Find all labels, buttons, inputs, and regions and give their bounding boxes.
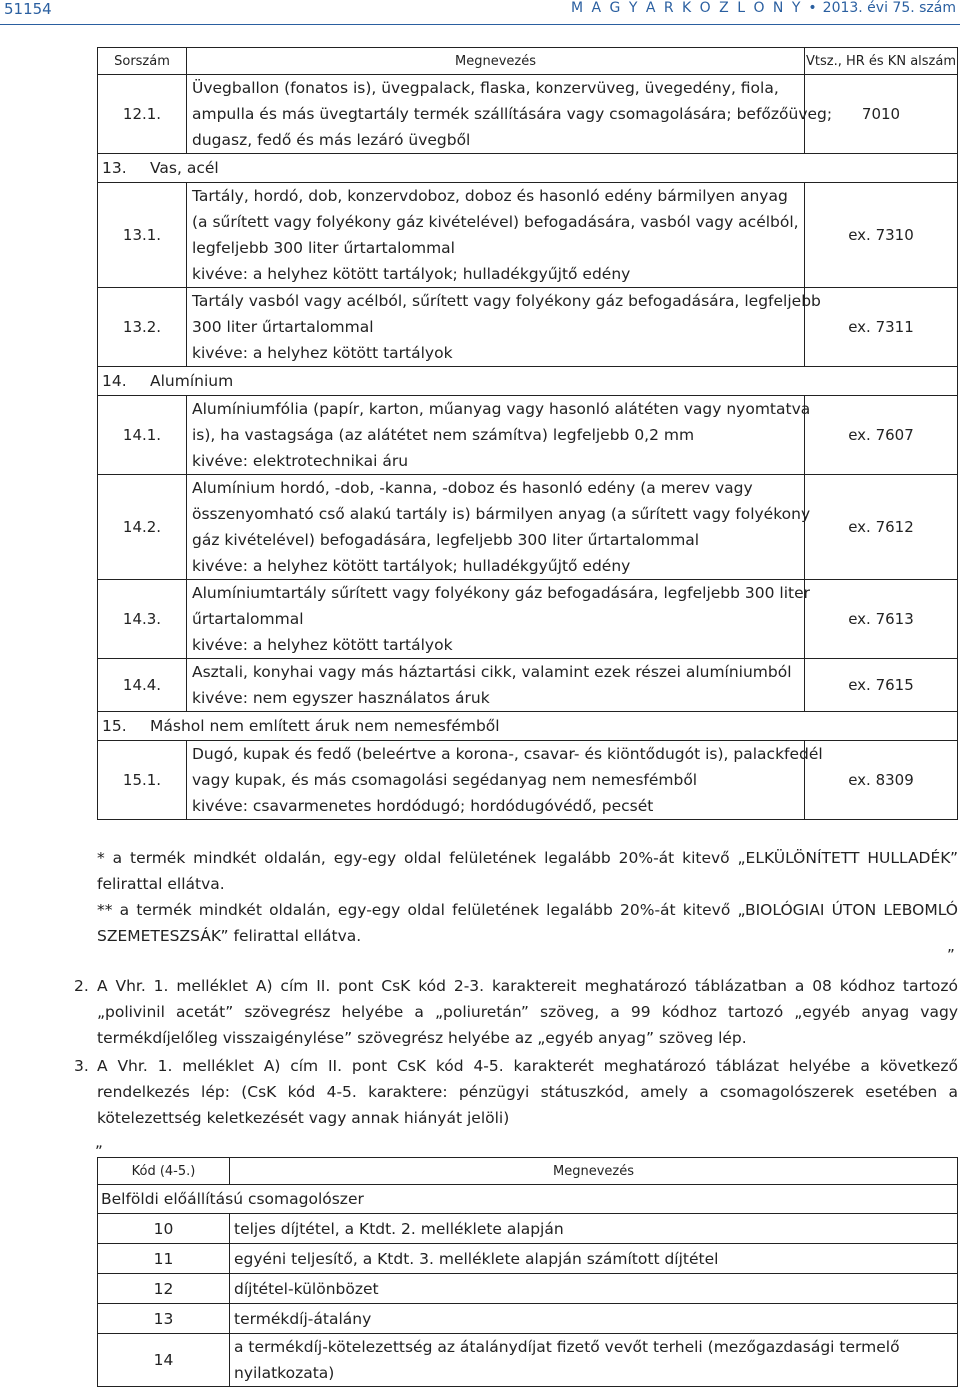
description-line: 300 liter űrtartalommal <box>192 318 374 336</box>
item-2-number: 2. <box>74 977 89 995</box>
row-code: ex. 7615 <box>805 659 958 712</box>
description-line: űrtartalommal <box>192 610 304 628</box>
description-line: díjtétel-különbözet <box>234 1279 379 1298</box>
item-2-text: A Vhr. 1. melléklet A) cím II. pont CsK kód 2-3. karaktereit meghatározó táblázatban a 08 kódhoz tartozó „polivinil acetát” szövegrész helyébe a „poliuretán” szöveg, a 99 kódhoz tartozó „egyéb anyag vagy termékdíjelőleg visszaigénylése” szövegrész helyébe az „egyéb anyag” szöveg lép. <box>97 977 958 1047</box>
status-code-table-body <box>98 1185 958 1387</box>
status-code: 14 <box>98 1334 230 1387</box>
description-line: legfeljebb 300 liter űrtartalommal <box>192 239 455 257</box>
packaging-table <box>97 47 958 820</box>
table-row <box>98 1304 958 1334</box>
description-line: Alumínium hordó, -dob, -kanna, -doboz és hasonló edény (a merev vagy <box>192 479 753 497</box>
row-code: 7010 <box>805 75 958 154</box>
description-line: ampulla és más üvegtartály termék szállítására vagy csomagolására; befőzőüveg; <box>192 105 833 123</box>
description-line: (a sűrített vagy folyékony gáz kivételével) befogadására, vasból vagy acélból, <box>192 213 799 231</box>
row-number: 15.1. <box>98 741 187 820</box>
status-code: 11 <box>98 1244 230 1274</box>
section-row <box>98 367 958 396</box>
page-number: 51154 <box>4 0 52 18</box>
status-code: 12 <box>98 1274 230 1304</box>
table-row <box>98 1214 958 1244</box>
description-line: Üvegballon (fonatos is), üvegpalack, flaska, konzervüveg, üvegedény, fiola, <box>192 79 779 97</box>
description-line: Asztali, konyhai vagy más háztartási cikk, valamint ezek részei alumíniumból <box>192 663 792 681</box>
section-label: Alumínium <box>150 372 234 390</box>
row-description <box>187 75 833 154</box>
description-line: kivéve: a helyhez kötött tartályok; hulladékgyűjtő edény <box>192 557 631 575</box>
description-line: kivéve: elektrotechnikai áru <box>192 452 409 470</box>
row-code: ex. 7613 <box>805 580 958 659</box>
footnote-1: * a termék mindkét oldalán, egy-egy oldal felületének legalább 20%-át kitevő „ELKÜLÖNÍTETT HULLADÉK” felirattal ellátva. <box>97 849 958 893</box>
row-code: ex. 8309 <box>805 741 958 820</box>
section-row <box>98 712 958 741</box>
table-row <box>98 475 958 580</box>
status-description <box>230 1334 958 1387</box>
section-number: 13. <box>102 159 127 177</box>
status-description <box>230 1274 958 1304</box>
table-row <box>98 75 958 154</box>
status-description <box>230 1214 958 1244</box>
row-description <box>187 659 805 712</box>
status-code: 13 <box>98 1304 230 1334</box>
description-line: Alumíniumtartály sűrített vagy folyékony gáz befogadására, legfeljebb 300 liter <box>192 584 811 602</box>
description-line: vagy kupak, és más csomagolási segédanyag nem nemesfémből <box>192 771 698 789</box>
journal-title: M A G Y A R K Ö Z L Ö N Y <box>570 0 803 16</box>
description-line: Alumíniumfólia (papír, karton, műanyag vagy hasonló alátéten vagy nyomtatva <box>192 400 811 418</box>
section-label: Máshol nem említett áruk nem nemesfémből <box>150 717 500 735</box>
row-number: 13.1. <box>98 183 187 288</box>
description-line: kivéve: a helyhez kötött tartályok <box>192 636 453 654</box>
description-line: termékdíj-átalány <box>234 1309 372 1328</box>
description-line: nyilatkozata) <box>234 1364 335 1382</box>
opening-quote: „ <box>95 1133 103 1151</box>
section-row <box>98 154 958 183</box>
row-description <box>187 741 823 820</box>
section-cell <box>98 367 958 396</box>
row-description <box>187 183 805 288</box>
description-line: Tartály, hordó, dob, konzervdoboz, doboz és hasonló edény bármilyen anyag <box>192 187 788 205</box>
status-code-table <box>97 1157 958 1387</box>
description-line: kivéve: csavarmenetes hordódugó; hordódugóvédő, pecsét <box>192 797 654 815</box>
col-header-name: Megnevezés <box>187 48 805 75</box>
description-line: a termékdíj-kötelezettség az átalánydíjat fizető vevőt terheli (mezőgazdasági termelő <box>234 1338 900 1356</box>
section-label: Vas, acél <box>150 159 219 177</box>
table-row <box>98 288 958 367</box>
description-line: teljes díjtétel, a Ktdt. 2. melléklete alapján <box>234 1219 564 1238</box>
description-line: kivéve: a helyhez kötött tartályok; hulladékgyűjtő edény <box>192 265 631 283</box>
closing-quote: ” <box>947 946 955 964</box>
row-description <box>187 288 821 367</box>
item-3-text: A Vhr. 1. melléklet A) cím II. pont CsK kód 4-5. karakterét meghatározó táblázat helyébe a következő rendelkezés lép: (CsK kód 4-5. karaktere: pénzügyi státuszkód, amely a csomagolószerek esetében a kötelezettség keletkezését vagy annak hiányát jelöli) <box>97 1057 958 1127</box>
row-description <box>187 475 811 580</box>
footnote-2: ** a termék mindkét oldalán, egy-egy oldal felületének legalább 20%-át kitevő „BIOLÓGIAI ÚTON LEBOMLÓ SZEMETESZSÁK” felirattal ellátva. <box>97 901 958 945</box>
description-line: összenyomható cső alakú tartály is) bármilyen anyag (a sűrített vagy folyékony <box>192 505 811 523</box>
header-rule <box>0 24 960 25</box>
issue-number: 2013. évi 75. szám <box>822 0 956 16</box>
group-label: Belföldi előállítású csomagolószer <box>98 1185 958 1214</box>
row-number: 13.2. <box>98 288 187 367</box>
row-number: 14.3. <box>98 580 187 659</box>
status-description <box>230 1244 958 1274</box>
row-number: 14.4. <box>98 659 187 712</box>
description-line: dugasz, fedő és más lezáró üvegből <box>192 131 471 149</box>
status-description <box>230 1304 958 1334</box>
table-row <box>98 659 958 712</box>
table-row <box>98 1334 958 1387</box>
section-number: 14. <box>102 372 127 390</box>
table-row <box>98 396 958 475</box>
row-number: 14.2. <box>98 475 187 580</box>
row-code: ex. 7310 <box>805 183 958 288</box>
description-line: is), ha vastagsága (az alátétet nem számítva) legfeljebb 0,2 mm <box>192 426 695 444</box>
description-line: kivéve: nem egyszer használatos áruk <box>192 689 490 707</box>
description-line: Dugó, kupak és fedő (beleértve a korona-, csavar- és kiöntődugót is), palackfedél <box>192 745 823 763</box>
row-number: 14.1. <box>98 396 187 475</box>
bullet-separator: • <box>808 0 817 16</box>
item-3-number: 3. <box>74 1057 89 1075</box>
packaging-table-body <box>98 75 958 820</box>
col-header-code: Vtsz., HR és KN alszám <box>805 48 958 75</box>
row-code: ex. 7612 <box>805 475 958 580</box>
col-header-number: Sorszám <box>98 48 187 75</box>
table-row <box>98 183 958 288</box>
row-code: ex. 7607 <box>805 396 958 475</box>
section-cell <box>98 154 958 183</box>
description-line: kivéve: a helyhez kötött tartályok <box>192 344 453 362</box>
section-number: 15. <box>102 717 127 735</box>
table-row <box>98 741 958 820</box>
description-line: Tartály vasból vagy acélból, sűrített vagy folyékony gáz befogadására, legfeljebb <box>192 292 821 310</box>
description-line: egyéni teljesítő, a Ktdt. 3. melléklete alapján számított díjtétel <box>234 1249 719 1268</box>
row-code: ex. 7311 <box>805 288 958 367</box>
table-row <box>98 1274 958 1304</box>
status-code: 10 <box>98 1214 230 1244</box>
table-row <box>98 580 958 659</box>
description-line: gáz kivételével) befogadására, legfeljebb 300 liter űrtartalommal <box>192 531 700 549</box>
row-description <box>187 580 811 659</box>
row-description <box>187 396 811 475</box>
table-row <box>98 1244 958 1274</box>
row-number: 12.1. <box>98 75 187 154</box>
col-header-name: Megnevezés <box>230 1158 958 1185</box>
col-header-code: Kód (4-5.) <box>98 1158 230 1185</box>
section-cell <box>98 712 958 741</box>
journal-header <box>571 0 956 16</box>
